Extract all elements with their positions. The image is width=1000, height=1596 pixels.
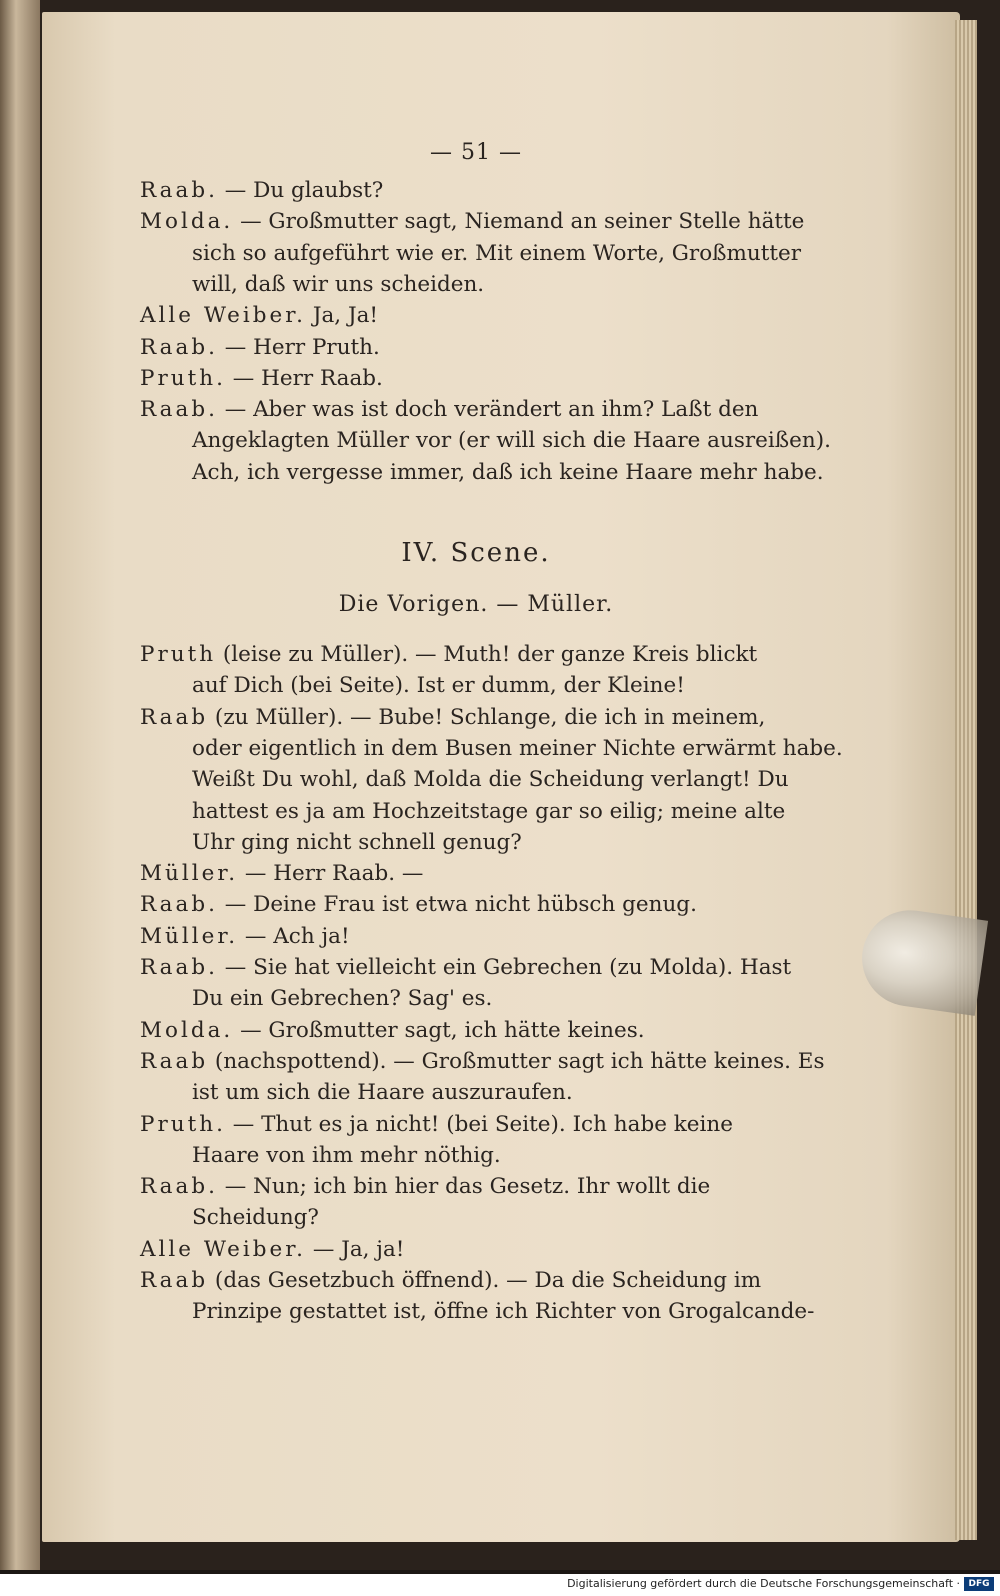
text-line (140, 705, 765, 730)
line-text: (zu Müller). — Bube! Schlange, die ich in meinem, (208, 704, 766, 730)
text-line (140, 1268, 761, 1293)
text-line (140, 303, 378, 328)
scene-heading: IV. Scene. (401, 538, 551, 568)
speaker-name: Molda. (140, 1017, 234, 1043)
line-text: Weißt Du wohl, daß Molda die Scheidung verlangt! Du (192, 767, 789, 793)
line-text: — Herr Raab. (225, 365, 383, 391)
text-line (192, 1205, 319, 1230)
line-text: Ach, ich vergesse immer, daß ich keine Haare mehr habe. (192, 459, 824, 485)
left-page-edge (0, 0, 40, 1570)
text-line (140, 1018, 645, 1043)
text-line (192, 799, 785, 824)
text-line (140, 955, 791, 980)
speaker-name: Pruth. (140, 1111, 226, 1137)
scene-subheading: Die Vorigen. — Müller. (338, 592, 614, 617)
line-text: Du ein Gebrechen? Sag' es. (192, 986, 493, 1012)
text-line (140, 1112, 733, 1137)
speaker-name: Alle Weiber. (140, 1236, 307, 1262)
line-text: — Deine Frau ist etwa nicht hübsch genug. (217, 892, 697, 918)
line-text: Haare von ihm mehr nöthig. (192, 1142, 501, 1168)
line-text: — Ja, ja! (306, 1236, 405, 1262)
text-line (192, 1080, 573, 1105)
speaker-name: Raab. (140, 955, 218, 980)
line-text: sich so aufgeführt wie er. Mit einem Worte, Großmutter (192, 240, 802, 266)
text-line (140, 397, 758, 422)
speaker-name: Alle Weiber. (140, 303, 307, 329)
line-text: — Großmutter sagt, Niemand an seiner Stelle hätte (233, 209, 805, 235)
line-text: Angeklagten Müller vor (er will sich die Haare ausreißen). (192, 428, 831, 454)
text-line (140, 861, 423, 886)
line-text: will, daß wir uns scheiden. (192, 271, 485, 297)
line-text: (das Gesetzbuch öffnend). — Da die Scheidung im (208, 1268, 762, 1293)
line-text: oder eigentlich in dem Busen meiner Nichte erwärmt habe. (192, 735, 843, 761)
footer-credit: Digitalisierung gefördert durch die Deutsche Forschungsgemeinschaft · (567, 1577, 960, 1590)
text-line (140, 1049, 825, 1074)
line-text: — Herr Pruth. (217, 334, 380, 360)
speaker-name: Raab. (140, 892, 218, 918)
line-text: Prinzipe gestattet ist, öffne ich Richter von Grogalcande- (192, 1299, 815, 1325)
text-line (192, 736, 843, 761)
text-line (140, 1237, 404, 1262)
page-stack-edge (955, 20, 977, 1540)
text-line (192, 241, 801, 266)
line-text: — Großmutter sagt, ich hätte keines. (233, 1017, 645, 1043)
line-text: — Ach ja! (238, 923, 350, 949)
speaker-name: Raab. (140, 397, 218, 423)
text-line (140, 1174, 710, 1199)
line-text: — Herr Raab. — (238, 861, 424, 887)
text-line (192, 272, 484, 297)
line-text: ist um sich die Haare auszuraufen. (192, 1080, 573, 1106)
speaker-name: Raab (140, 1268, 209, 1293)
speaker-name: Raab (140, 704, 209, 730)
line-text: Uhr ging nicht schnell genug? (192, 829, 522, 855)
speaker-name: Pruth (140, 642, 217, 667)
text-line (140, 366, 383, 391)
line-text: — Sie hat vielleicht ein Gebrechen (zu Molda). Hast (217, 955, 792, 980)
line-text: Ja, Ja! (306, 303, 379, 329)
speaker-name: Raab (140, 1048, 209, 1074)
speaker-name: Pruth. (140, 365, 226, 391)
line-text: Scheidung? (192, 1205, 319, 1231)
line-text: hattest es ja am Hochzeitstage gar so eilig; meine alte (192, 798, 786, 824)
text-line (192, 767, 789, 792)
line-text: (leise zu Müller). — Muth! der ganze Kreis blickt (216, 642, 758, 667)
text-line (140, 892, 697, 917)
text-line (192, 673, 685, 698)
speaker-name: Molda. (140, 209, 234, 235)
line-text: — Du glaubst? (217, 178, 384, 203)
line-text: auf Dich (bei Seite). Ist er dumm, der Kleine! (192, 673, 685, 699)
text-line (192, 428, 831, 453)
text-line (140, 335, 380, 360)
text-line (192, 830, 522, 855)
text-line (192, 460, 824, 485)
text-line (192, 1143, 501, 1168)
text-line (140, 924, 350, 949)
line-text: (nachspottend). — Großmutter sagt ich hätte keines. Es (208, 1048, 825, 1074)
text-line (140, 209, 804, 234)
text-line (192, 1299, 814, 1324)
page-number: — 51 — (430, 140, 522, 165)
dfg-logo: DFG (964, 1577, 994, 1591)
text-line (140, 178, 383, 203)
line-text: — Nun; ich bin hier das Gesetz. Ihr wollt die (217, 1174, 711, 1200)
line-text: — Thut es ja nicht! (bei Seite). Ich habe keine (225, 1111, 733, 1137)
text-line (192, 986, 492, 1011)
speaker-name: Müller. (140, 861, 239, 887)
line-text: — Aber was ist doch verändert an ihm? Laßt den (217, 397, 759, 423)
text-line (140, 642, 757, 667)
speaker-name: Raab. (140, 1174, 218, 1200)
speaker-name: Müller. (140, 923, 239, 949)
footer-bar (0, 1574, 1000, 1596)
speaker-name: Raab. (140, 178, 218, 203)
speaker-name: Raab. (140, 334, 218, 360)
